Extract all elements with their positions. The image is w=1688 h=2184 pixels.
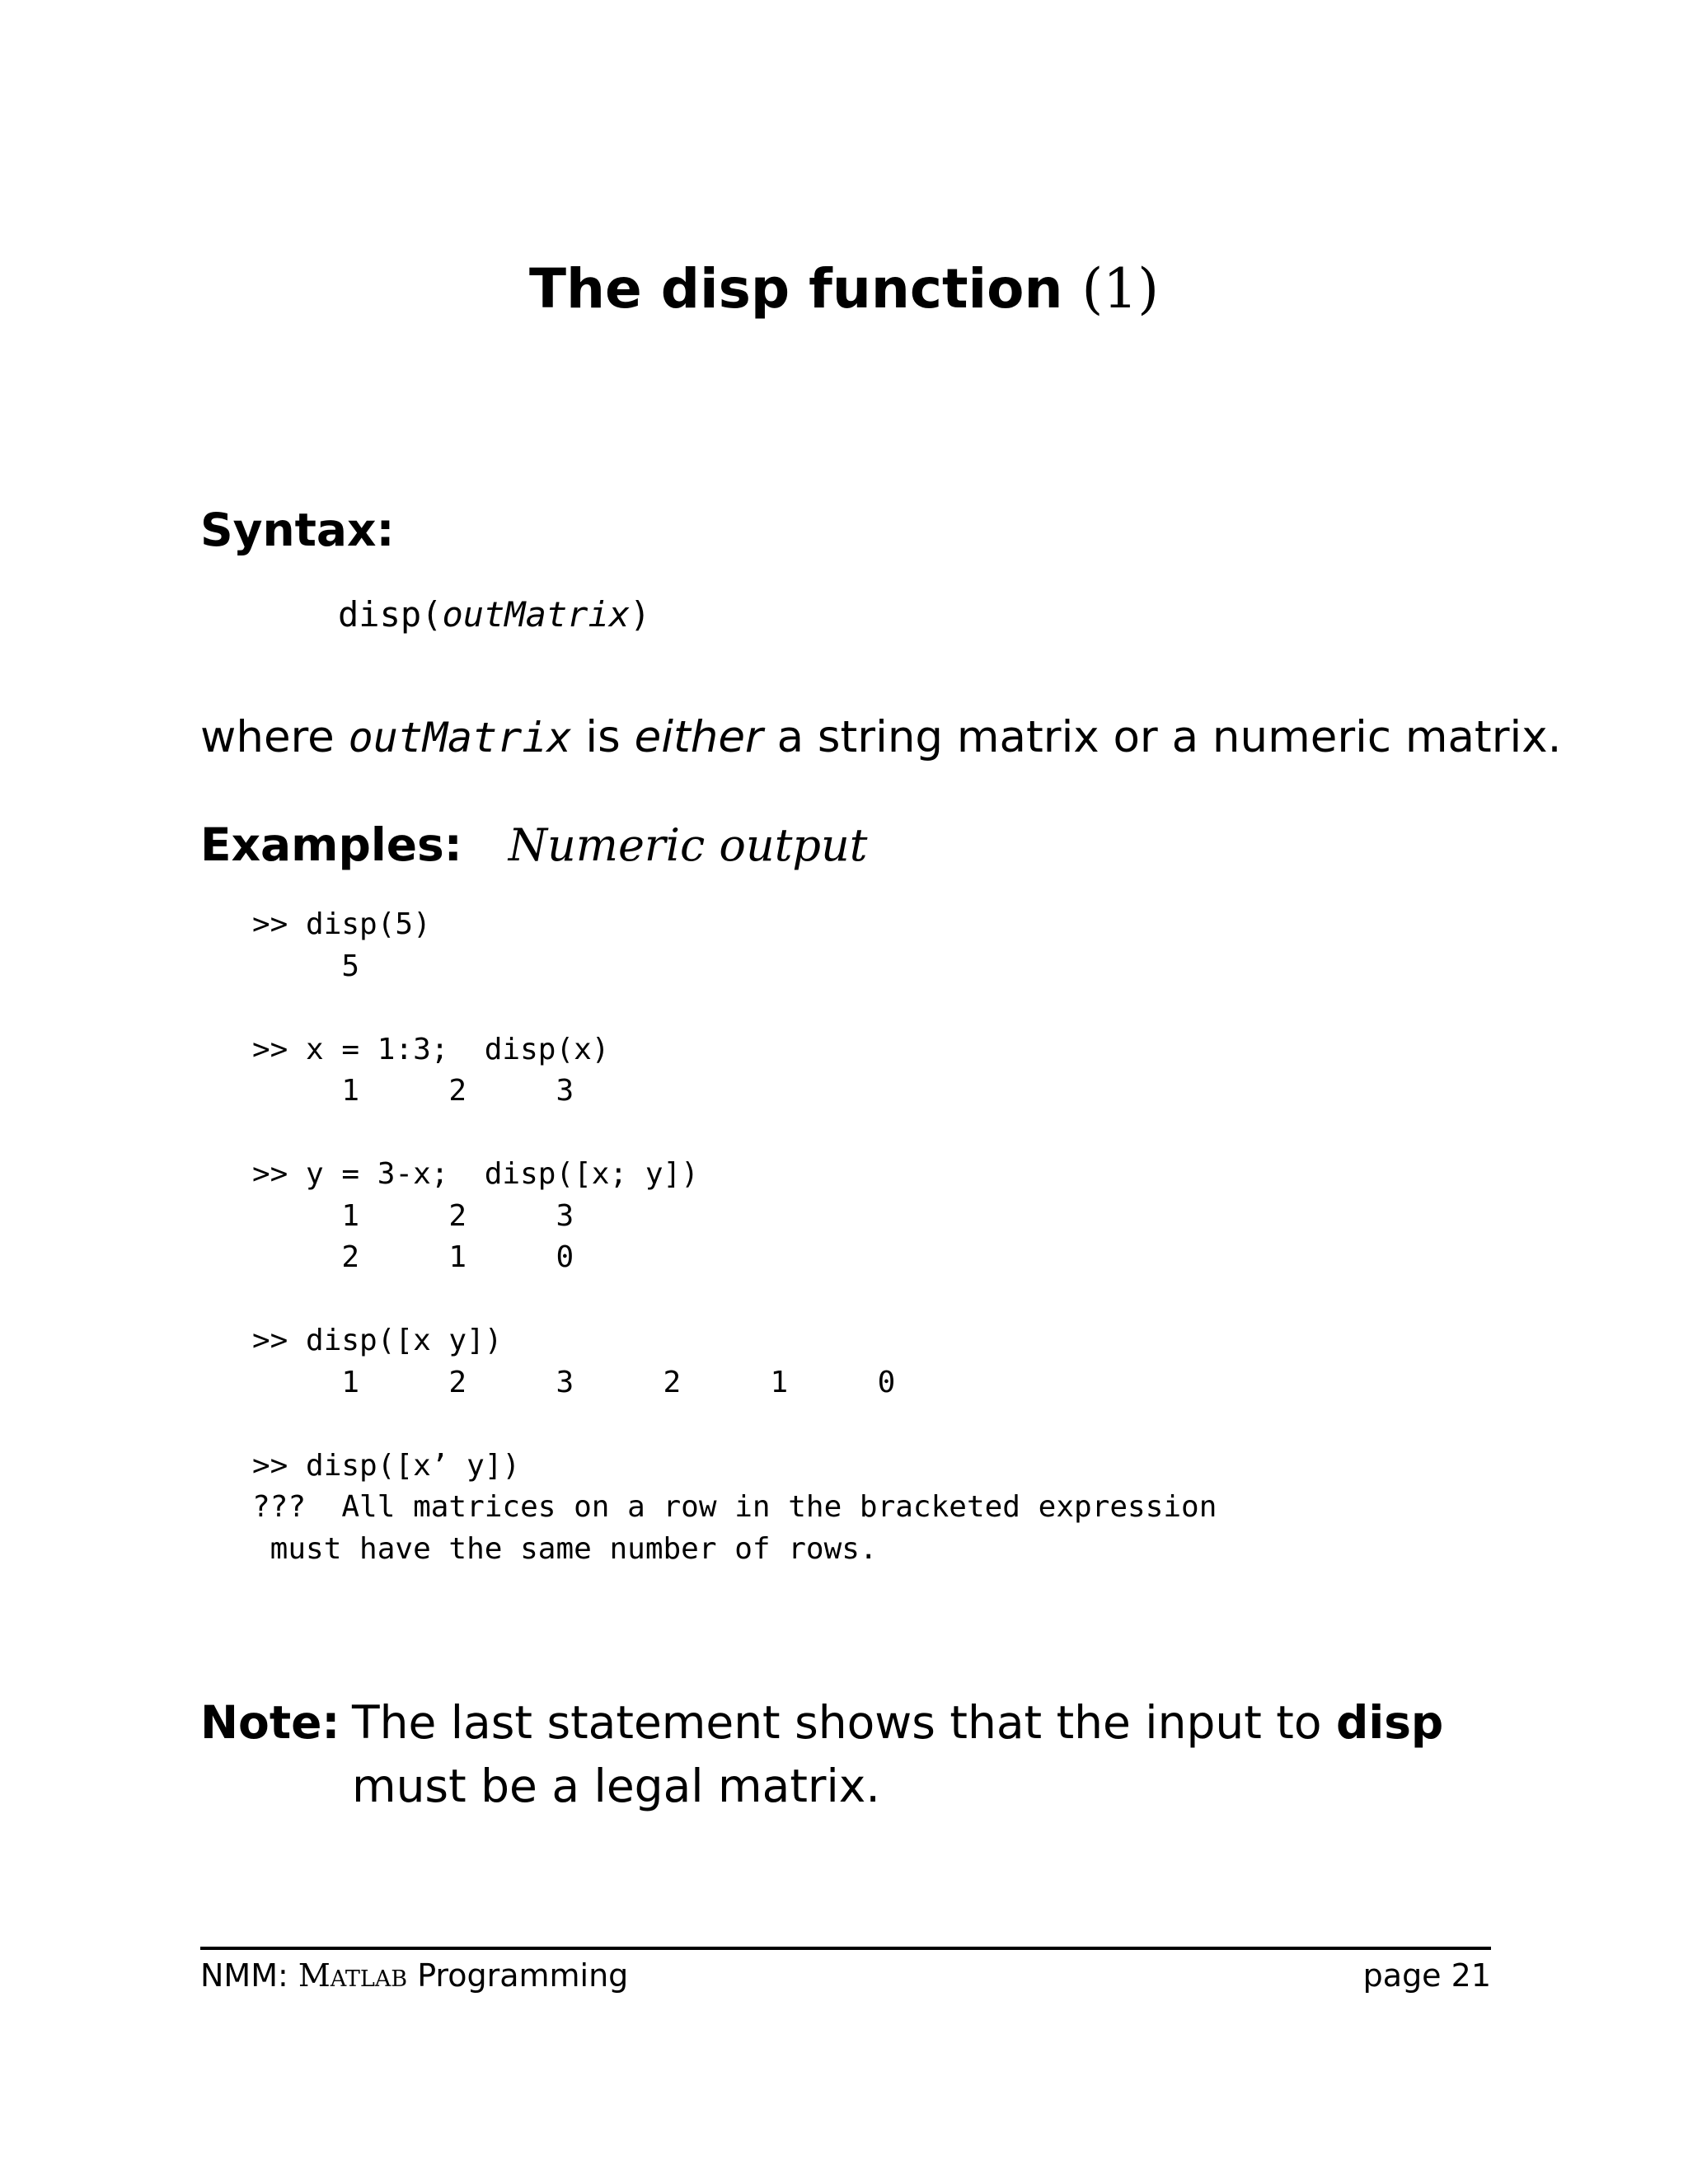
note-heading: Note:	[200, 1696, 340, 1749]
syntax-code-suffix: )	[630, 594, 651, 635]
footer-left-smallcaps: Matlab	[298, 1957, 408, 1994]
page-title	[0, 257, 1688, 321]
note-bold: disp	[1335, 1696, 1444, 1749]
examples-subheading: Numeric output	[508, 819, 868, 871]
footer-left-prefix: NMM:	[200, 1957, 298, 1994]
syntax-code-arg: outMatrix	[442, 594, 631, 635]
footer-page-number: page 21	[1362, 1957, 1491, 1994]
where-emphasis: either	[634, 712, 763, 762]
where-part1: where	[200, 712, 349, 762]
examples-heading-row	[200, 818, 868, 871]
title-text: The disp function	[529, 257, 1082, 321]
where-part2: is	[571, 712, 635, 762]
examples-code-block: >> disp(5) 5 >> x = 1:3; disp(x) 1 2 3 >> y = 3-x; disp([x; y]) 1 2 3 2 1 0 >> disp([x y]) 1 2 3 2 1 0 >> disp([x’ y]) ??? All matrices on a row in the bracketed expression must have the same number of rows.	[252, 907, 1217, 1566]
syntax-code-prefix: disp(	[338, 594, 443, 635]
footer-left-suffix: Programming	[407, 1957, 629, 1994]
note-body	[352, 1691, 1456, 1818]
note-text-1: The last statement shows that the input to	[352, 1696, 1336, 1749]
where-code: outMatrix	[348, 714, 572, 762]
syntax-heading: Syntax:	[200, 504, 395, 556]
syntax-code	[338, 594, 651, 635]
where-sentence	[200, 712, 1562, 762]
note-text-2: must be a legal matrix.	[352, 1760, 880, 1812]
note-block	[200, 1691, 1503, 1818]
where-part3: a string matrix or a numeric matrix.	[762, 712, 1562, 762]
title-number: (1)	[1081, 257, 1159, 321]
examples-heading: Examples:	[200, 818, 462, 871]
footer-left	[200, 1957, 629, 1994]
footer-rule	[200, 1947, 1491, 1950]
